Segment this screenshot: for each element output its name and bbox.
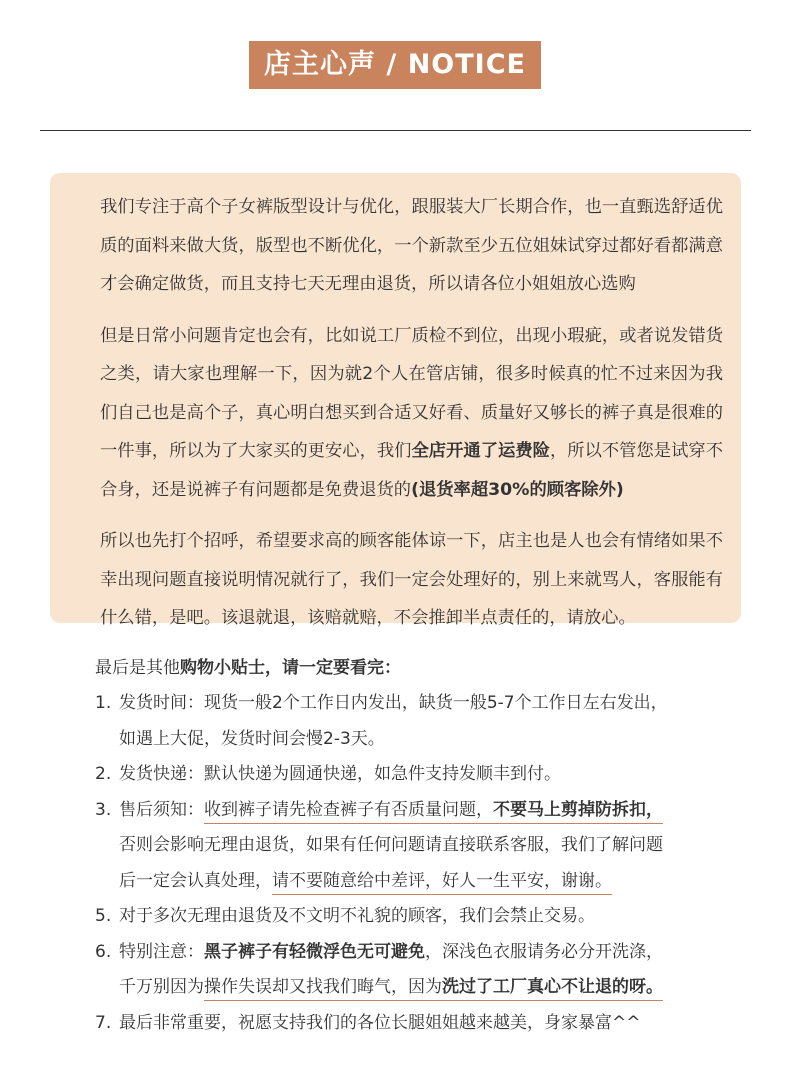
notice-box [50,173,741,628]
tip-text: 操作失误却又找我们晦气，因为 [204,977,442,997]
tip-underlined-text: 收到裤子请先检查裤子有否质量问题， [204,800,493,824]
tip-underlined-text: 请不要随意给中差评，好人一生平安，谢谢。 [272,871,612,895]
tip-text: ，深浅色衣服请务必分开洗涤， [425,941,663,962]
tip-item-special-note [95,935,735,1006]
shopping-tips [95,650,735,1041]
tip-line [119,970,735,1006]
tip-item-closing [95,1006,735,1042]
tip-line [119,935,735,971]
tip-item-courier [95,757,735,793]
tips-heading-bold: 购物小贴士，请一定要看完： [180,658,401,678]
notice-p2-highlight-insurance: 全店开通了运费险 [411,441,550,461]
notice-title-wrap [0,41,790,89]
tip-text: 特别注意： [119,941,204,962]
tip-line: 最后非常重要，祝愿支持我们的各位长腿姐姐越来越美，身家暴富^^ [119,1012,641,1033]
tip-item-after-sales [95,793,735,900]
tip-line [119,864,735,900]
tip-number: 3. [95,799,112,820]
tip-line [119,793,735,829]
tips-heading [95,650,735,686]
tip-line: 发货时间：现货一般2个工作日内发出，缺货一般5-7个工作日左右发出， [119,693,668,713]
tip-number: 5. [95,906,112,926]
tip-number: 6. [95,941,112,962]
tip-item-ban-policy [95,899,735,935]
tips-heading-text: 最后是其他 [95,658,180,678]
notice-paragraph-1: 我们专注于高个子女裤版型设计与优化，跟服装大厂长期合作，也一直甄选舒适优质的面料来做大货，版型也不断优化，一个新款至少五位姐妹试穿过都好看都满意才会确定做货，而且支持七天无理由退货，所以请各位小姐姐放心选购 [100,197,723,294]
tip-number: 2. [95,764,112,784]
tip-bold-warning: 不要马上剪掉防拆扣， [493,800,663,824]
notice-p2-text-1: 但是日常小问题肯定也会有，比如说工厂质检不到位，出现小瑕疵，或者说发错货之类，请大家也理解一下，因为就2个人在管店铺，很多时候真的忙不过来因为我们自己也是高个子，真心明白想买到合适又好看、质量好又够长的裤子真是很难的一件事，所以为了大家买的更安心，我们 [100,325,723,461]
notice-title: 店主心声 / NOTICE [249,41,541,89]
notice-paragraph-3: 所以也先打个招呼，希望要求高的顾客能体谅一下，店主也是人也会有情绪如果不幸出现问题直接说明情况就行了，我们一定会处理好的，别上来就骂人，客服能有什么错，是吧。该退就退，该赔就赔，不会推卸半点责任的，请放心。 [100,531,723,628]
tip-number: 1. [95,693,112,713]
notice-p2-text-2: ，所以不管您是试穿不合身，还是说裤子有问题都是免费退货的 [100,441,723,500]
tip-line: 发货快递：默认快递为圆通快递，如急件支持发顺丰到付。 [119,764,561,784]
tip-text: 千万别因为 [119,977,204,997]
tip-bold-warning: 洗过了工厂真心不让退的呀。 [442,977,663,997]
tip-line: 如遇上大促，发货时间会慢2-3天。 [119,728,385,749]
tip-line: 对于多次无理由退货及不文明不礼貌的顾客，我们会禁止交易。 [119,906,595,926]
tip-text: 售后须知： [119,799,204,820]
notice-p2-highlight-exception: (退货率超30%的顾客除外) [411,479,624,500]
divider [40,130,751,131]
tip-text: 后一定会认真处理， [119,870,272,891]
notice-paragraph-2 [64,317,723,510]
tip-underlined-text [204,977,663,1001]
tip-number: 7. [95,1012,112,1033]
tip-bold-warning: 黑子裤子有轻微浮色无可避免 [204,941,425,962]
tip-item-shipping-time [95,686,735,757]
tip-line: 否则会影响无理由退货，如果有任何问题请直接联系客服，我们了解问题 [119,835,663,855]
